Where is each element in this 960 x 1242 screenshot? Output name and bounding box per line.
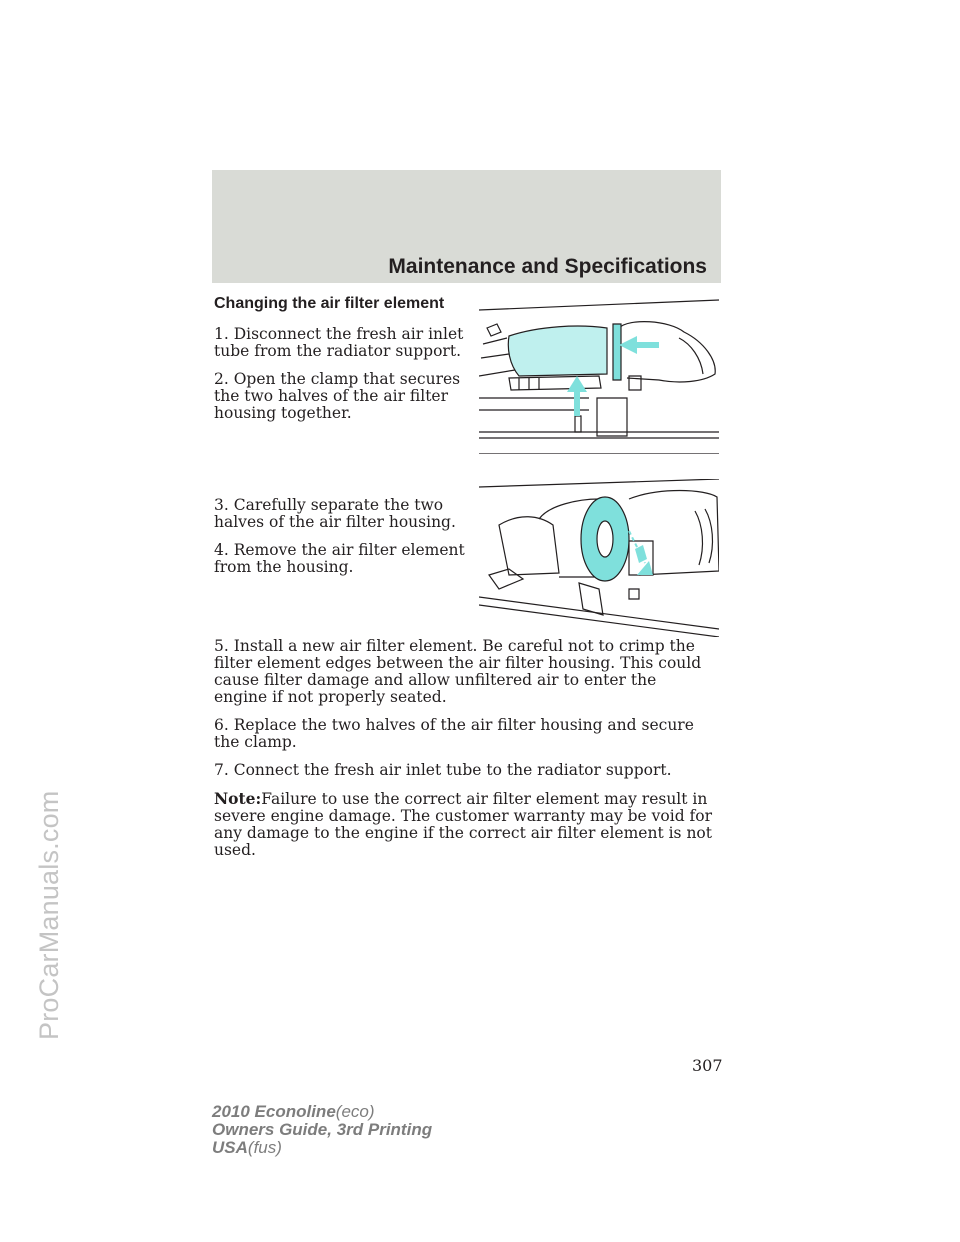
footer-region: USA (212, 1138, 248, 1157)
footer-region-code: (fus) (247, 1138, 282, 1157)
footer-line-1 (212, 1103, 432, 1121)
footer (212, 1103, 432, 1157)
watermark (0, 0, 64, 1242)
section-header-bar (212, 170, 721, 283)
filter-element-illustration (479, 479, 719, 637)
page-number: 307 (692, 1056, 723, 1075)
note-label: Note: (214, 789, 262, 808)
step-7: 7. Connect the fresh air inlet tube to the radiator support. (214, 761, 672, 779)
note-text: Failure to use the correct air filter element may result in severe engine damage. The customer warranty may be void for any damage to the engine if the correct air filter element is not used. (214, 790, 713, 859)
inlet-tube-illustration (479, 298, 719, 454)
step-3: 3. Carefully separate the two halves of the air filter housing. (214, 496, 456, 531)
section-heading: Changing the air filter element (214, 295, 445, 312)
step-5: 5. Install a new air filter element. Be careful not to crimp the filter element edges between the air filter housing. This could cause filter damage and allow unfiltered air to enter the engine if not properly seated. (214, 637, 702, 706)
step-6: 6. Replace the two halves of the air filter housing and secure the clamp. (214, 716, 694, 751)
footer-guide: Owners Guide, 3rd Printing (212, 1120, 433, 1139)
note (214, 790, 714, 859)
watermark-text: ProCarManuals.com (34, 790, 64, 1040)
footer-line-3 (212, 1139, 432, 1157)
footer-line-2 (212, 1121, 432, 1139)
step-1: 1. Disconnect the fresh air inlet tube from the radiator support. (214, 325, 464, 360)
step-4: 4. Remove the air filter element from the housing. (214, 541, 465, 576)
footer-model: 2010 Econoline (212, 1102, 336, 1121)
step-2: 2. Open the clamp that secures the two halves of the air filter housing together. (214, 370, 461, 422)
page-title: Maintenance and Specifications (388, 255, 707, 278)
footer-model-code: (eco) (335, 1102, 375, 1121)
